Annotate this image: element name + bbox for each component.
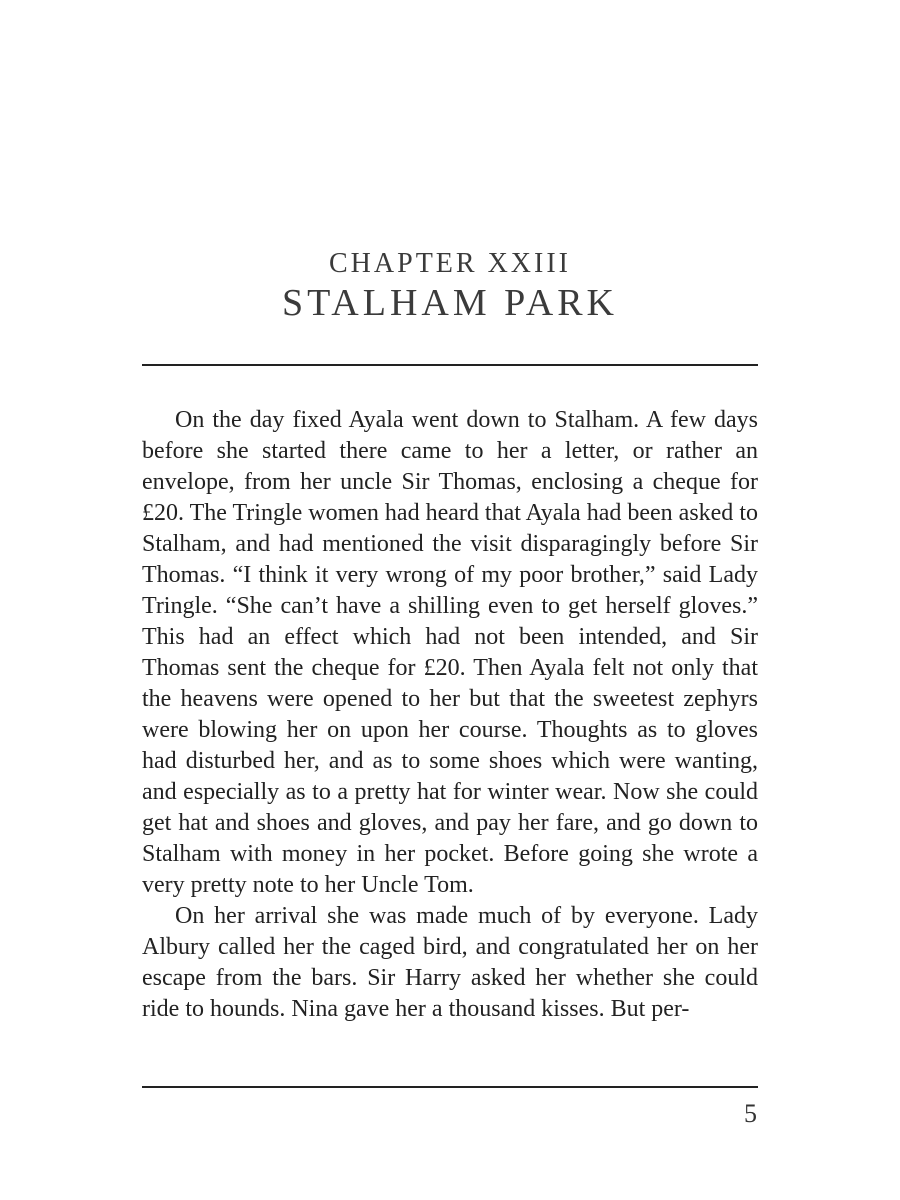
chapter-title: STALHAM PARK: [281, 282, 618, 324]
chapter-number: CHAPTER XXIII: [329, 248, 571, 279]
top-divider: [142, 364, 758, 366]
bottom-divider: [142, 1086, 758, 1088]
page-number: 5: [744, 1099, 757, 1128]
chapter-body: [142, 405, 758, 1025]
paragraph-1: On the day fixed Ayala went down to Stalham. A few days before she started there came to her a letter, or rather an envelope, from her uncle Sir Thomas, enclosing a cheque for £20. The Tringle women had heard that Ayala had been asked to Stalham, and had mentioned the visit disparagingly before Sir Thomas. “I think it very wrong of my poor brother,” said Lady Tringle. “She can’t have a shilling even to get herself gloves.” This had an effect which had not been intended, and Sir Thomas sent the cheque for £20. Then Ayala felt not only that the heavens were opened to her but that the sweetest zephyrs were blowing her on upon her course. Thoughts as to gloves had disturbed her, and as to some shoes which were wanting, and especially as to a pretty hat for winter wear. Now she could get hat and shoes and gloves, and pay her fare, and go down to Stalham with money in her pocket. Before going she wrote a very pretty note to her Uncle Tom.: [142, 407, 758, 898]
paragraph-2: On her arrival she was made much of by everyone. Lady Albury called her the caged bird, and congratulated her on her escape from the bars. Sir Harry asked her whether she could ride to hounds. Nina gave her a thousand kisses. But per-: [142, 903, 758, 1022]
